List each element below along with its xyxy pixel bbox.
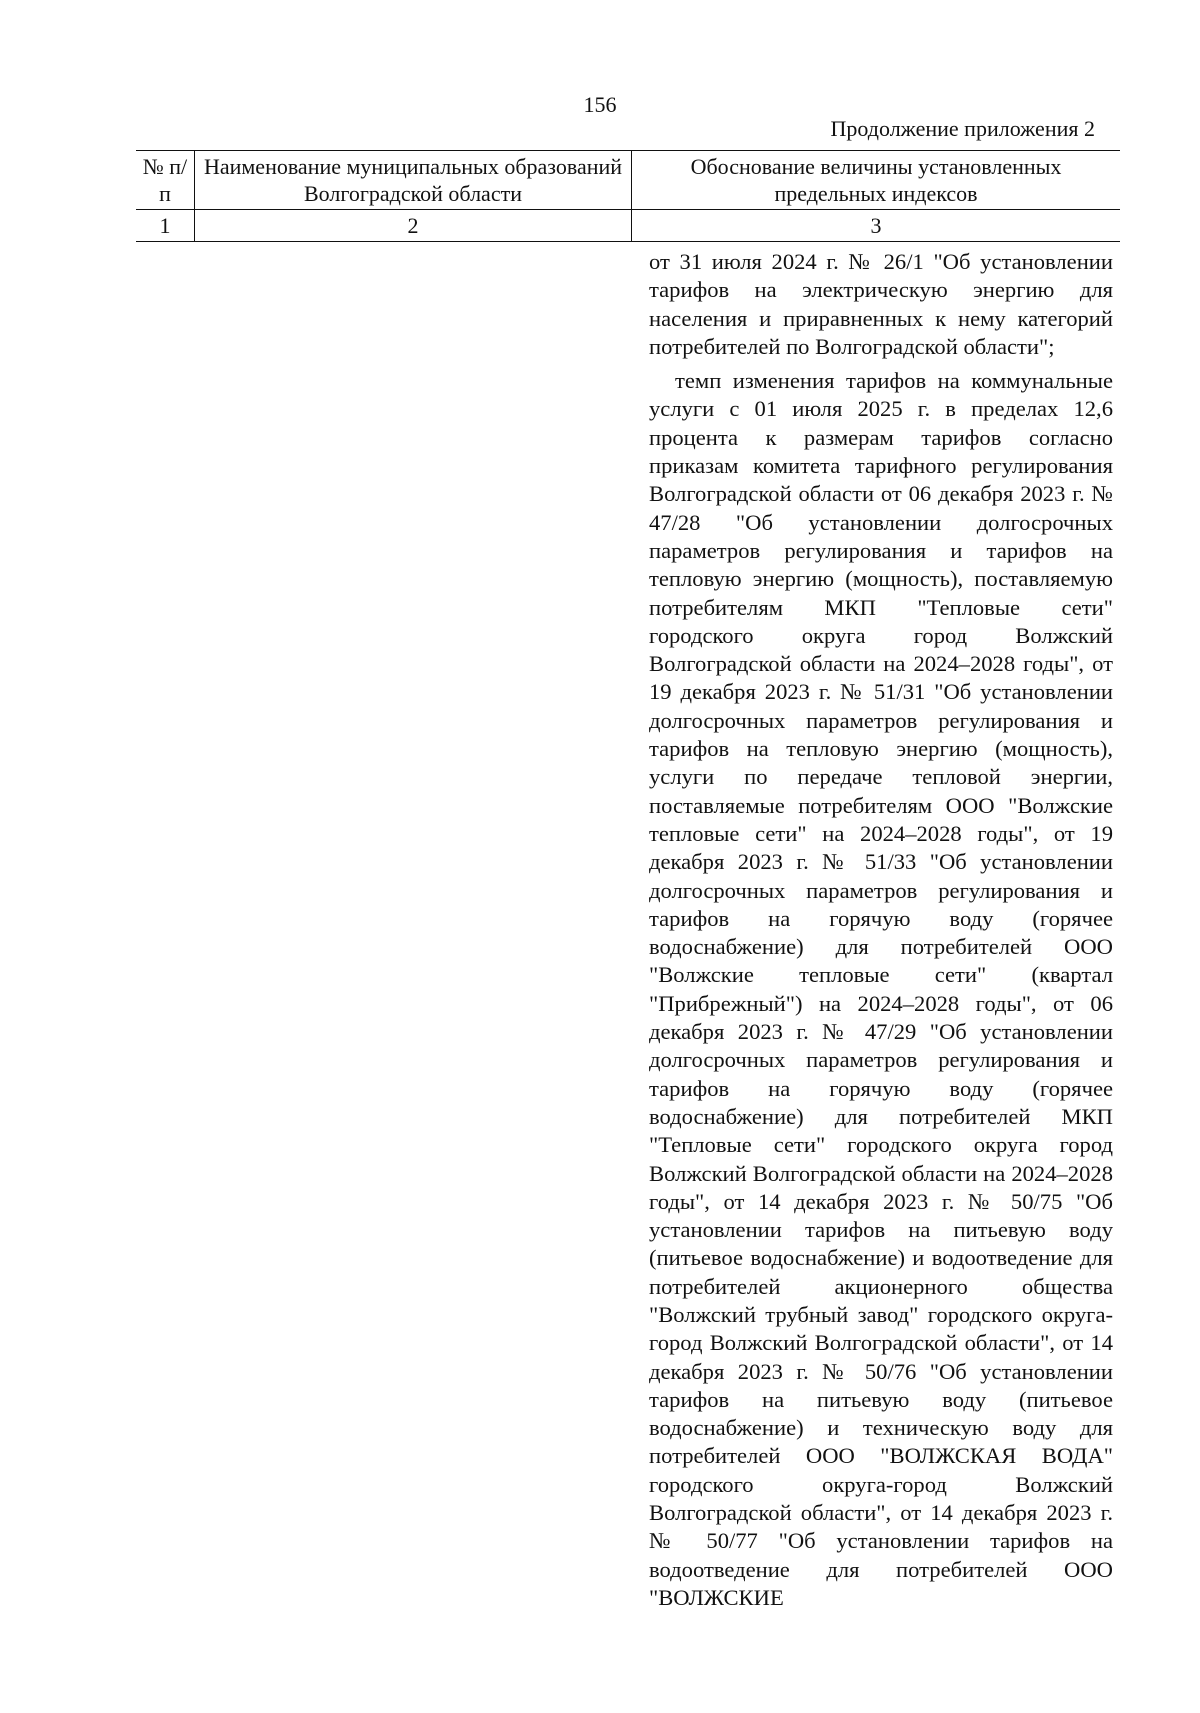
- table-index-row: [136, 210, 1120, 242]
- paragraph-1: от 31 июля 2024 г. № 26/1 "Об установлении тарифов на электрическую энергию для населения и приравненных к нему категорий потребителей по Волгоградской области";: [649, 249, 1113, 359]
- column-header-justification: Обоснование величины установленных предельных индексов: [632, 151, 1121, 210]
- paragraph-2: темп изменения тарифов на коммунальные услуги с 01 июля 2025 г. в пределах 12,6 процента к размерам тарифов согласно приказам комитета тарифного регулирования Волгоградской области от 06 декабря 2023 г. № 47/28 "Об установлении долгосрочных параметров регулирования и тарифов на тепловую энергию (мощность), поставляемую потребителям МКП "Тепловые сети" городского округа город Волжский Волгоградской области на 2024–2028 годы", от 19 декабря 2023 г. № 51/31 "Об установлении долгосрочных параметров регулирования и тарифов на тепловую энергию (мощность), услуги по передаче тепловой энергии, поставляемые потребителям ООО "Волжские тепловые сети" на 2024–2028 годы", от 19 декабря 2023 г. № 51/33 "Об установлении долгосрочных параметров регулирования и тарифов на горячую воду (горячее водоснабжение) для потребителей ООО "Волжские тепловые сети" (квартал "Прибрежный") на 2024–2028 годы", от 06 декабря 2023 г. № 47/29 "Об установлении долгосрочных параметров регулирования и тарифов на горячую воду (горячее водоснабжение) для потребителей МКП "Тепловые сети" городского округа город Волжский Волгоградской области на 2024–2028 годы", от 14 декабря 2023 г. № 50/75 "Об установлении тарифов на питьевую воду (питьевое водоснабжение) и водоотведение для потребителей акционерного общества "Волжский трубный завод" городского округа-город Волжский Волгоградской области", от 14 декабря 2023 г. № 50/76 "Об установлении тарифов на питьевую воду (питьевое водоснабжение) и техническую воду для потребителей ООО "ВОЛЖСКАЯ ВОДА" городского округа-город Волжский Волгоградской области", от 14 декабря 2023 г. № 50/77 "Об установлении тарифов на водоотведение для потребителей ООО "ВОЛЖСКИЕ: [649, 368, 1113, 1610]
- table-header-row: [136, 151, 1120, 210]
- justification-text: [649, 248, 1113, 1612]
- column-header-municipality: Наименование муниципальных образований Волгоградской области: [195, 151, 632, 210]
- page-number: 156: [583, 92, 617, 117]
- header-table: [136, 150, 1120, 242]
- column-index-3: 3: [632, 210, 1121, 242]
- column-index-2: 2: [195, 210, 632, 242]
- column-header-number: № п/п: [136, 151, 195, 210]
- continuation-label: Продолжение приложения 2: [830, 116, 1095, 141]
- column-index-1: 1: [136, 210, 195, 242]
